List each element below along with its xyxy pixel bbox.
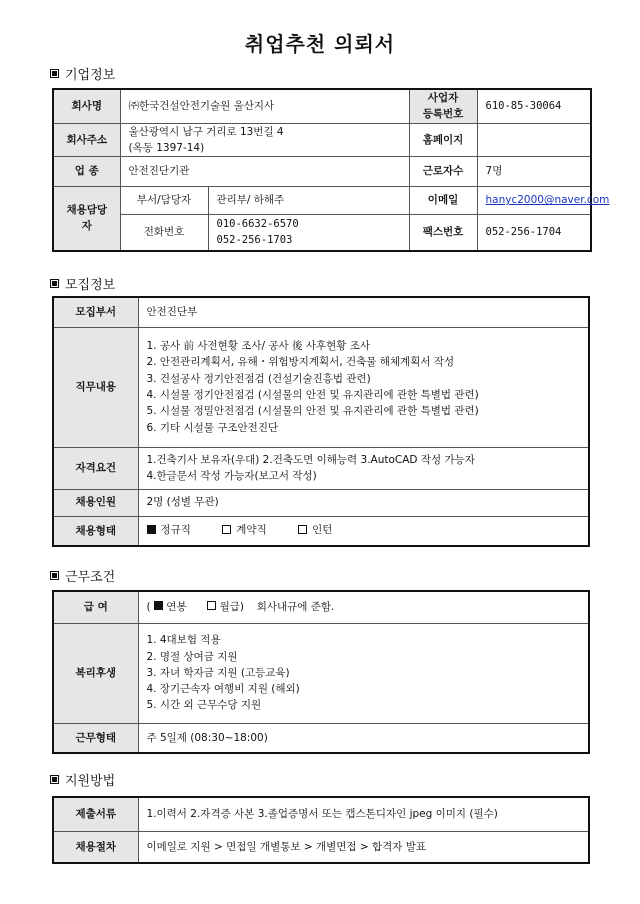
- qual-value: [138, 447, 589, 489]
- duty-item: 3. 건설공사 정기안전점검 (건설기술진흥법 관련): [146, 372, 371, 385]
- recruit-row-type: [53, 516, 589, 546]
- employment-type-options: [138, 516, 589, 546]
- qual-line2: 4.한글문서 작성 가능자(보고서 작성): [146, 470, 317, 482]
- apply-row-process: [53, 831, 589, 863]
- company-row-phone: [53, 215, 591, 251]
- type-option-label: 인턴: [312, 523, 333, 536]
- section-company-heading: [50, 64, 115, 83]
- paren-open: (: [146, 601, 151, 614]
- email-link[interactable]: hanyc2000@naver.com: [485, 194, 610, 207]
- duties-label: 직무내용: [53, 327, 138, 447]
- conditions-row-benefits: [53, 623, 589, 723]
- unchecked-box-icon: [298, 525, 307, 534]
- duty-item: 1. 공사 前 사전현황 조사/ 공사 後 사후현황 조사: [146, 340, 371, 353]
- benefit-item: 4. 장기근속자 여행비 지원 (해외): [146, 683, 300, 696]
- company-name-value: ㈜한국건설안전기술원 울산지사: [120, 89, 409, 123]
- recruit-dept-label: 모집부서: [53, 297, 138, 327]
- type-option-permanent[interactable]: [147, 522, 191, 538]
- recruit-table: [52, 296, 590, 547]
- benefits-list: [138, 623, 589, 723]
- pay-label: 급 여: [53, 591, 138, 623]
- type-option-contract[interactable]: [222, 522, 266, 538]
- employees-value: 7명: [477, 157, 591, 187]
- conditions-row-pay: [53, 591, 589, 623]
- regno-value: 610-85-30064: [477, 89, 591, 123]
- dept-contact-value: 관리부/ 하해주: [208, 187, 409, 215]
- type-option-label: 정규직: [160, 523, 191, 536]
- address-line2: (옥동 1397-14): [128, 141, 205, 154]
- section-conditions-heading: [50, 566, 115, 585]
- company-row-address: [53, 123, 591, 157]
- docs-value: 1.이력서 2.자격증 사본 3.졸업증명서 또는 캡스톤디자인 jpeg 이미지 (필수): [138, 797, 589, 831]
- checked-box-icon[interactable]: [154, 601, 163, 610]
- process-value: 이메일로 지원 > 면접일 개별통보 > 개별면접 > 합격자 발표: [138, 831, 589, 863]
- pay-option-annual: 연봉: [166, 601, 187, 614]
- company-name-label: 회사명: [53, 89, 120, 123]
- recruit-row-duties: [53, 327, 589, 447]
- paren-close: ): [239, 601, 245, 614]
- pay-note: 회사내규에 준함.: [256, 601, 335, 614]
- work-hours-label: 근무형태: [53, 723, 138, 753]
- benefit-item: 5. 시간 외 근무수당 지원: [146, 699, 262, 712]
- email-value: [477, 187, 610, 215]
- apply-row-docs: [53, 797, 589, 831]
- headcount-label: 채용인원: [53, 489, 138, 516]
- document-title: 취업추천 의뢰서: [244, 32, 396, 56]
- unchecked-box-icon: [222, 525, 231, 534]
- employees-label: 근로자수: [409, 157, 477, 187]
- recruit-dept-value: 안전진단부: [138, 297, 589, 327]
- benefit-item: 2. 명절 상여금 지원: [146, 650, 238, 663]
- section-recruit-heading: [50, 274, 115, 293]
- square-bullet-icon: [50, 69, 59, 78]
- work-hours-value: 주 5일제 (08:30~18:00): [138, 723, 589, 753]
- regno-label-line1: 사업자: [427, 92, 459, 104]
- address-value: [120, 123, 409, 157]
- homepage-label: 홈페이지: [409, 123, 477, 157]
- process-label: 채용절차: [53, 831, 138, 863]
- phone-value: [208, 215, 409, 251]
- regno-label: [409, 89, 477, 123]
- benefit-item: 1. 4대보험 적용: [146, 634, 221, 647]
- dept-contact-label: 부서/담당자: [120, 187, 208, 215]
- phone-line2: 052-256-1703: [216, 234, 293, 247]
- homepage-value: [477, 123, 591, 157]
- headcount-value: 2명 (성별 무관): [138, 489, 589, 516]
- type-option-label: 계약직: [236, 523, 267, 536]
- conditions-table: [52, 590, 590, 754]
- pay-option-monthly: 월급: [219, 601, 240, 614]
- square-bullet-icon: [50, 571, 59, 580]
- address-label: 회사주소: [53, 123, 120, 157]
- phone-label: 전화번호: [120, 215, 208, 251]
- docs-label: 제출서류: [53, 797, 138, 831]
- company-table: [52, 88, 610, 252]
- square-bullet-icon: [50, 279, 59, 288]
- fax-value: 052-256-1704: [477, 215, 591, 251]
- benefit-item: 3. 자녀 학자금 지원 (고등교육): [146, 666, 290, 679]
- pay-value: [138, 591, 589, 623]
- benefits-label: 복리후생: [53, 623, 138, 723]
- section-apply-label: 지원방법: [65, 774, 116, 789]
- company-row-contact: [53, 187, 591, 215]
- conditions-row-hours: [53, 723, 589, 753]
- section-company-label: 기업정보: [65, 68, 116, 83]
- recruit-row-headcount: [53, 489, 589, 516]
- duty-item: 5. 시설물 정밀안전점검 (시설물의 안전 및 유지관리에 관한 특별법 관련): [146, 405, 479, 418]
- employment-type-label: 채용형태: [53, 516, 138, 546]
- recruit-row-qual: [53, 447, 589, 489]
- duty-item: 6. 기타 시설물 구조안전진단: [146, 421, 279, 434]
- email-label: 이메일: [409, 187, 477, 215]
- regno-label-line2: 등록번호: [422, 108, 464, 121]
- duty-item: 2. 안전관리계획서, 유해・위험방지계획서, 건축물 해체계획서 작성: [146, 356, 455, 369]
- company-row-name: [53, 89, 591, 123]
- company-row-industry: [53, 157, 591, 187]
- fax-label: 팩스번호: [409, 215, 477, 251]
- duty-item: 4. 시설물 정기안전점검 (시설물의 안전 및 유지관리에 관한 특별법 관련): [146, 389, 479, 401]
- section-conditions-label: 근무조건: [65, 570, 116, 585]
- recruit-row-dept: [53, 297, 589, 327]
- apply-table: [52, 796, 590, 864]
- phone-line1: 010-6632-6570: [216, 218, 299, 231]
- checked-box-icon: [147, 525, 156, 534]
- type-option-intern[interactable]: [298, 522, 332, 538]
- square-bullet-icon: [50, 775, 59, 784]
- duties-list: [138, 327, 589, 447]
- qual-label: 자격요건: [53, 447, 138, 489]
- industry-value: 안전진단기관: [120, 157, 409, 187]
- qual-line1: 1.건축기사 보유자(우대) 2.건축도면 이해능력 3.AutoCAD 작성 가능자: [146, 453, 475, 466]
- industry-label: 업 종: [53, 157, 120, 187]
- contact-label: 채용담당자: [53, 187, 120, 251]
- section-apply-heading: [50, 770, 115, 789]
- address-line1: 울산광역시 남구 거리로 13번길 4: [128, 125, 284, 138]
- section-recruit-label: 모집정보: [65, 278, 116, 293]
- unchecked-box-icon[interactable]: [207, 601, 216, 610]
